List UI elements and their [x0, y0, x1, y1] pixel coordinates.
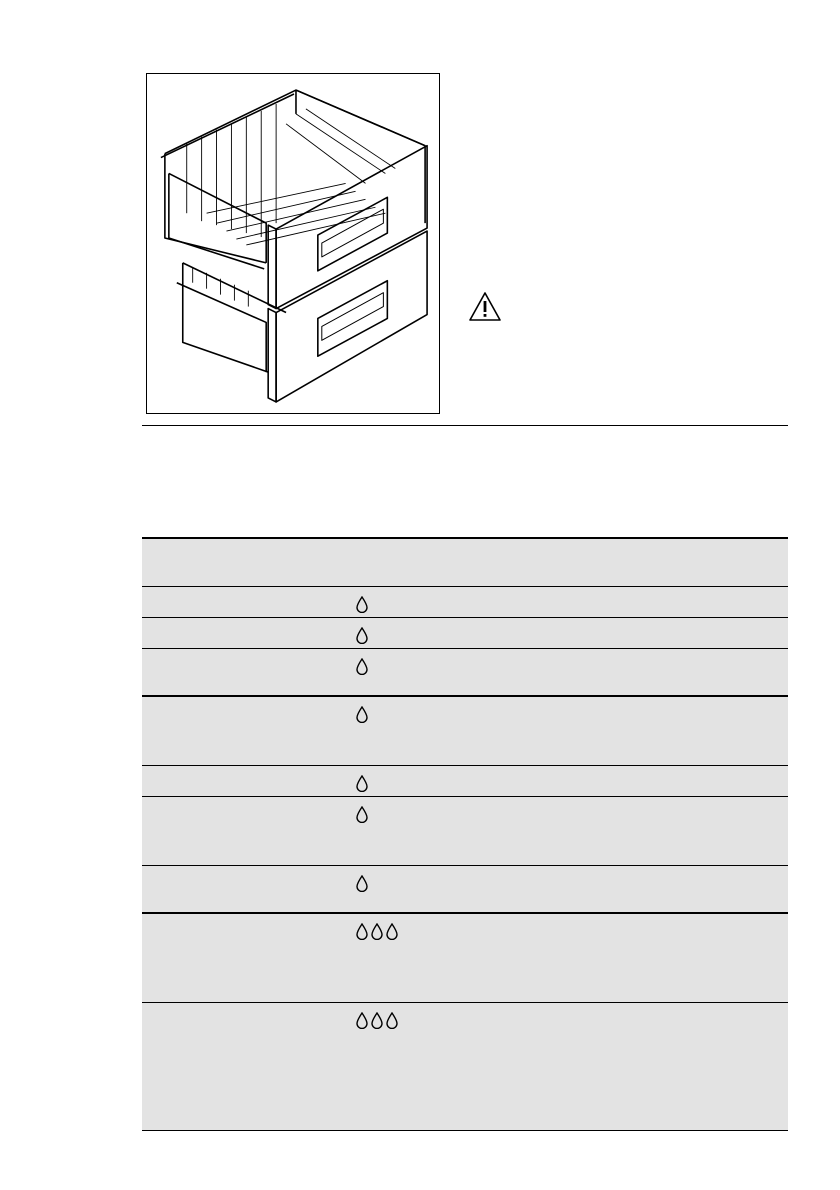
- table-row: [142, 766, 788, 797]
- table-row: [142, 587, 788, 618]
- humidity-drop-icon: [355, 875, 369, 892]
- humidity-level: [355, 1012, 399, 1028]
- humidity-drop-icon: [355, 596, 369, 613]
- humidity-level: [355, 806, 369, 822]
- table-row: [142, 914, 788, 1003]
- section-divider: [142, 425, 788, 426]
- table-row: [142, 1003, 788, 1131]
- table-row: [142, 797, 788, 866]
- warning-triangle-icon: [468, 291, 502, 323]
- humidity-drop-icon: [355, 775, 369, 792]
- humidity-drop-icon: [355, 923, 369, 940]
- humidity-drop-icon: [355, 706, 369, 723]
- table-row: [142, 866, 788, 914]
- humidity-drop-icon: [355, 806, 369, 823]
- humidity-level: [355, 775, 369, 791]
- table-row: [142, 697, 788, 766]
- humidity-level: [355, 923, 399, 939]
- humidity-drop-icon: [385, 1012, 399, 1029]
- humidity-level: [355, 627, 369, 643]
- humidity-level: [355, 596, 369, 612]
- humidity-drop-icon: [370, 923, 384, 940]
- humidity-drop-icon: [370, 1012, 384, 1029]
- humidity-drop-icon: [385, 923, 399, 940]
- humidity-drop-icon: [355, 627, 369, 644]
- table-row: [142, 618, 788, 649]
- crisper-drawers-illustration: [146, 73, 440, 414]
- table-header-row: [142, 537, 788, 587]
- table-row: [142, 649, 788, 697]
- humidity-level: [355, 875, 369, 891]
- humidity-level: [355, 658, 369, 674]
- humidity-table: [142, 537, 788, 1131]
- humidity-level: [355, 706, 369, 722]
- humidity-drop-icon: [355, 1012, 369, 1029]
- humidity-drop-icon: [355, 658, 369, 675]
